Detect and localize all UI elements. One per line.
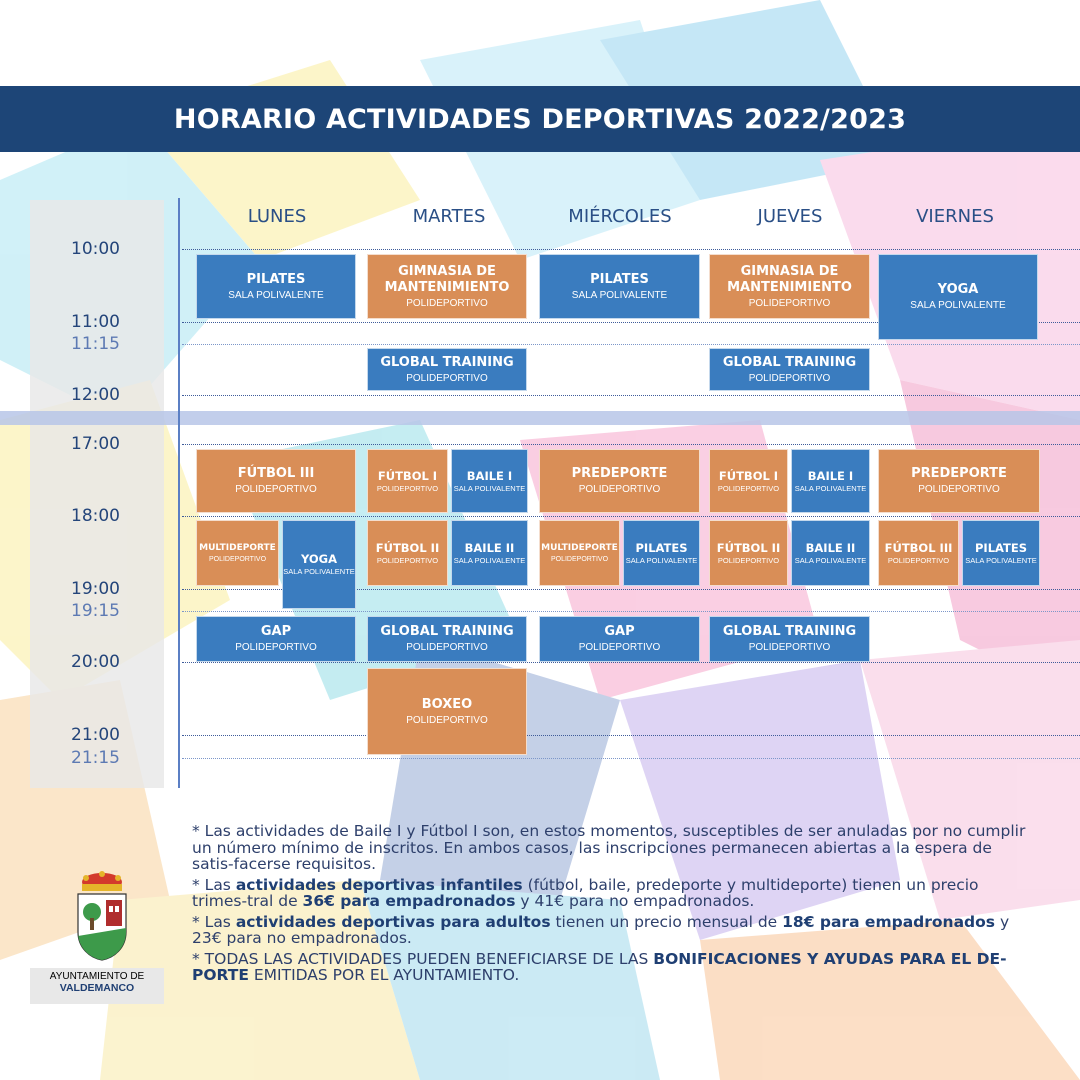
- activity-name: PILATES: [246, 271, 306, 287]
- activity-block: [451, 520, 528, 586]
- day-header-martes: MARTES: [412, 206, 486, 227]
- activity-block: [878, 449, 1040, 513]
- time-label: 12:00: [71, 385, 120, 405]
- page-title: HORARIO ACTIVIDADES DEPORTIVAS 2022/2023: [173, 103, 907, 135]
- note-text: y 41€ para no empadronados.: [515, 892, 755, 910]
- schedule-break-band: [0, 411, 1080, 425]
- activity-name: PILATES: [974, 540, 1028, 555]
- coat-of-arms-icon: [72, 870, 132, 962]
- activity-block: [962, 520, 1040, 586]
- grid-line: [182, 662, 1080, 663]
- time-label: 11:00: [71, 312, 120, 332]
- time-label: 19:15: [71, 601, 120, 621]
- activity-place: POLIDEPORTIVO: [406, 372, 488, 384]
- activity-place: POLIDEPORTIVO: [550, 555, 609, 563]
- note-text: * TODAS LAS ACTIVIDADES PUEDEN BENEFICIARSE DE LAS: [192, 949, 654, 968]
- logo-line-2: VALDEMANCO: [59, 982, 135, 994]
- activity-place: POLIDEPORTIVO: [406, 642, 488, 653]
- activity-block: [367, 668, 527, 755]
- activity-place: SALA POLIVALENTE: [794, 483, 867, 493]
- activity-name: GAP: [260, 624, 292, 639]
- activity-block: [539, 254, 700, 319]
- activity-name: MULTIDEPORTE: [541, 542, 618, 553]
- activity-name: YOGA: [937, 282, 979, 297]
- time-label: 21:00: [71, 725, 120, 745]
- activity-block: [709, 616, 870, 662]
- activity-block: [878, 520, 959, 586]
- notes-section: [192, 823, 1030, 988]
- time-label: 19:00: [71, 579, 120, 599]
- activity-block: [709, 449, 788, 513]
- logo-line-1: AYUNTAMIENTO DE: [49, 971, 145, 982]
- activity-block: [367, 348, 527, 391]
- activity-place: SALA POLIVALENTE: [625, 555, 698, 565]
- activity-name: MULTIDEPORTE: [199, 542, 276, 553]
- activity-place: POLIDEPORTIVO: [748, 372, 831, 384]
- time-label: 10:00: [71, 239, 120, 259]
- activity-block: [623, 520, 700, 586]
- activity-block: [282, 520, 356, 609]
- activity-block: [367, 449, 448, 513]
- activity-block: [791, 449, 870, 513]
- grid-line: [182, 735, 1080, 736]
- activity-name: BAILE II: [805, 540, 856, 555]
- activity-name: FÚTBOL III: [237, 466, 315, 481]
- activity-block: [709, 520, 788, 586]
- time-label: 20:00: [71, 652, 120, 672]
- activity-name: BOXEO: [421, 696, 473, 712]
- activity-place: SALA POLIVALENTE: [571, 289, 668, 301]
- activity-place: POLIDEPORTIVO: [235, 642, 317, 653]
- time-column-panel: [30, 200, 164, 788]
- note-bonifications: [192, 951, 1030, 984]
- note-highlight: 36€ para empadronados: [302, 892, 516, 910]
- activity-place: SALA POLIVALENTE: [453, 555, 526, 565]
- activity-place: POLIDEPORTIVO: [578, 484, 661, 495]
- activity-name: BAILE II: [464, 540, 515, 555]
- activity-place: POLIDEPORTIVO: [578, 642, 661, 653]
- note-highlight: actividades deportivas para adultos: [235, 912, 551, 931]
- activity-name: GIMNASIA DE MANTENIMIENTO: [727, 263, 852, 295]
- time-label: 18:00: [71, 506, 120, 526]
- activity-name: YOGA: [300, 552, 338, 566]
- note-adult-price: [192, 914, 1030, 947]
- grid-line: [182, 344, 1080, 345]
- grid-line: [182, 758, 1080, 759]
- activity-place: POLIDEPORTIVO: [376, 483, 439, 493]
- grid-line: [182, 249, 1080, 250]
- activity-name: BAILE I: [807, 468, 854, 483]
- activity-block: [539, 449, 700, 513]
- activity-place: POLIDEPORTIVO: [748, 297, 831, 309]
- activity-name: FÚTBOL I: [718, 468, 779, 483]
- activity-place: POLIDEPORTIVO: [376, 555, 439, 565]
- activity-block: [196, 520, 279, 586]
- grid-line: [182, 516, 1080, 517]
- activity-block: [367, 520, 448, 586]
- grid-line: [182, 444, 1080, 445]
- activity-block: [196, 449, 356, 513]
- activity-name: GIMNASIA DE MANTENIMIENTO: [384, 263, 510, 295]
- note-text: (fútbol, baile, predeporte y multideporte) tienen un precio trimes-tral de: [192, 875, 979, 910]
- activity-block: [367, 616, 527, 662]
- activity-place: POLIDEPORTIVO: [918, 484, 1000, 495]
- activity-name: GLOBAL TRAINING: [380, 624, 514, 639]
- activity-place: POLIDEPORTIVO: [406, 714, 488, 726]
- activity-name: FÚTBOL II: [716, 540, 781, 555]
- activity-name: BAILE I: [466, 468, 513, 483]
- note-text: * Las: [192, 875, 236, 894]
- day-header-jueves: JUEVES: [757, 206, 823, 227]
- day-header-lunes: LUNES: [247, 206, 307, 227]
- activity-name: FÚTBOL I: [377, 468, 438, 483]
- activity-block: [539, 520, 620, 586]
- activity-place: SALA POLIVALENTE: [910, 300, 1006, 311]
- activity-place: SALA POLIVALENTE: [453, 483, 526, 493]
- activity-block: [709, 348, 870, 391]
- activity-place: POLIDEPORTIVO: [717, 483, 780, 493]
- time-axis-line: [178, 198, 180, 788]
- activity-place: SALA POLIVALENTE: [794, 555, 867, 565]
- note-highlight: actividades deportivas infantiles: [235, 875, 523, 894]
- activity-name: FÚTBOL II: [375, 540, 440, 555]
- time-label: 11:15: [71, 334, 120, 354]
- grid-line: [182, 611, 1080, 612]
- activity-place: POLIDEPORTIVO: [748, 642, 831, 653]
- note-children-price: [192, 877, 1030, 910]
- activity-place: POLIDEPORTIVO: [406, 297, 488, 309]
- activity-place: POLIDEPORTIVO: [717, 555, 780, 565]
- day-header-miercoles: MIÉRCOLES: [568, 206, 672, 227]
- activity-name: PREDEPORTE: [911, 466, 1007, 481]
- activity-name: GLOBAL TRAINING: [380, 354, 514, 370]
- activity-block: [196, 616, 356, 662]
- time-label: 17:00: [71, 434, 120, 454]
- activity-place: POLIDEPORTIVO: [208, 555, 267, 563]
- activity-block: [196, 254, 356, 319]
- activity-name: PILATES: [635, 540, 688, 555]
- activity-block: [451, 449, 528, 513]
- activity-name: GLOBAL TRAINING: [722, 354, 857, 370]
- activity-block: [709, 254, 870, 319]
- note-cancellation: * Las actividades de Baile I y Fútbol I son, en estos momentos, susceptibles de ser anuladas por no cumplir un número mínimo de inscritos. En ambos casos, las inscripciones permanecen abiertas a la espera de satis-facerse requisitos.: [192, 822, 1026, 873]
- note-highlight: BONIFICACIONES Y AYUDAS PARA EL DE-PORTE: [192, 949, 1007, 984]
- note-text: tienen un precio mensual de: [550, 912, 783, 931]
- activity-name: FÚTBOL III: [884, 540, 953, 555]
- activity-block: [791, 520, 870, 586]
- activity-place: SALA POLIVALENTE: [228, 289, 324, 301]
- time-label: 21:15: [71, 748, 120, 768]
- day-header-viernes: VIERNES: [916, 206, 994, 227]
- activity-block: [367, 254, 527, 319]
- note-highlight: 18€ para empadronados: [782, 912, 996, 931]
- activity-block: [878, 254, 1038, 340]
- note-text: * Las: [192, 912, 236, 931]
- grid-line: [182, 395, 1080, 396]
- title-banner: [0, 86, 1080, 152]
- activity-place: SALA POLIVALENTE: [283, 567, 355, 576]
- activity-place: SALA POLIVALENTE: [965, 555, 1037, 565]
- logo-caption: [30, 968, 164, 1004]
- activity-name: GAP: [604, 624, 635, 639]
- note-text: y 23€ para no empadronados.: [192, 912, 1010, 947]
- activity-place: POLIDEPORTIVO: [887, 555, 950, 565]
- activity-place: POLIDEPORTIVO: [235, 484, 317, 495]
- activity-block: [539, 616, 700, 662]
- activity-name: PILATES: [590, 271, 649, 287]
- activity-name: PREDEPORTE: [571, 466, 668, 481]
- note-text: EMITIDAS POR EL AYUNTAMIENTO.: [248, 966, 520, 984]
- activity-name: GLOBAL TRAINING: [722, 624, 857, 639]
